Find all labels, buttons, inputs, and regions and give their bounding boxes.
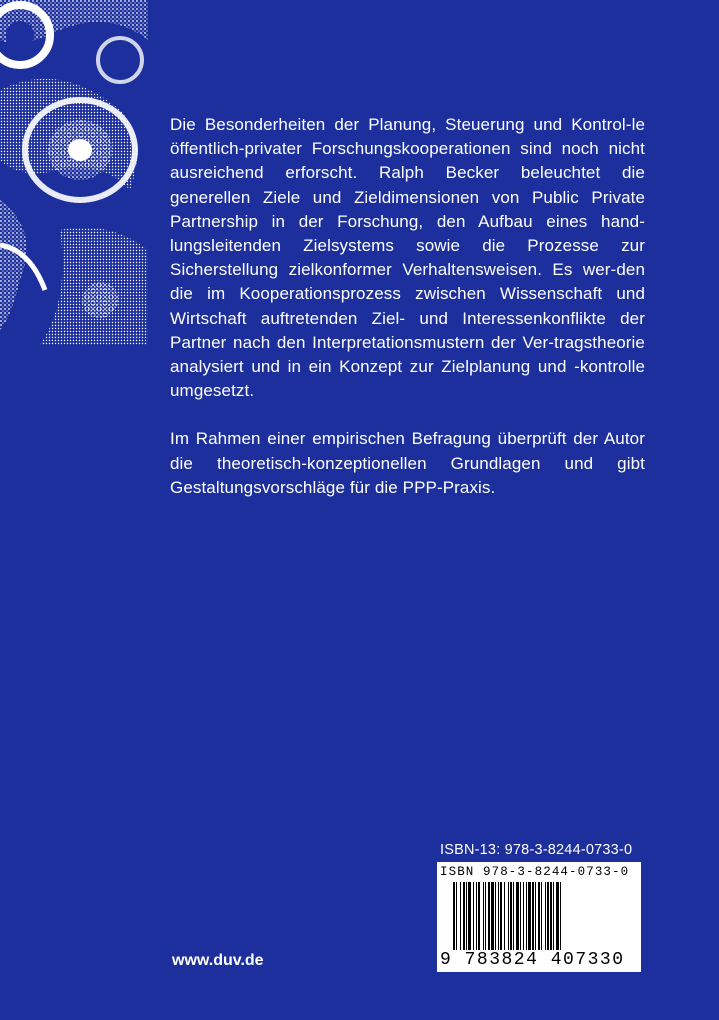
barcode-bar [523,882,524,952]
publisher-url: www.duv.de [172,952,264,969]
isbn-barcode [437,862,641,972]
barcode-bar [478,882,480,952]
barcode-bar [520,882,521,952]
barcode-digits: 9 783824 407330 [440,950,625,970]
barcode-bar [466,882,467,952]
barcode-bar [513,882,514,952]
barcode-bar [553,882,554,952]
barcode-bar [463,882,465,952]
barcode-bar [500,882,502,952]
barcode-bar [468,882,471,952]
isbn-label: ISBN-13: 978-3-8244-0733-0 [440,842,633,858]
cover-photo-fragment [0,0,148,345]
barcode-bar [498,882,499,952]
barcode-bar [491,882,494,952]
barcode-bar [532,882,534,952]
barcode-bar [535,882,536,952]
barcode-bar [460,882,461,952]
barcode-bar [456,882,457,952]
barcode-bar [538,882,540,952]
barcode-bar [560,882,561,952]
barcode-bar [504,882,505,952]
barcode-bar [508,882,509,952]
barcode-bar [528,882,531,952]
barcode-bar [556,882,559,952]
barcode-bar [485,882,486,952]
blurb-paragraph: Die Besonderheiten der Planung, Steuerung und Kontrol-le öffentlich-privater Forschungskooperationen sind noch nicht ausreichend erforscht. Ralph Becker beleuchtet die generellen Ziele und Zieldimensionen von Public Private Partnership in der Forschung, den Aufbau eines hand-lungsleitenden Zielsystems sowie die Prozesse zur Sicherstellung zielkonformer Verhaltensweisen. Es wer-den die im Kooperationsprozess zwischen Wissenschaft und Wirtschaft auftretenden Ziel- und Interessenkonflikte der Partner nach den Interpretationsmustern der Ver-tragstheorie analysiert und in ein Konzept zur Zielplanung und -kontrolle umgesetzt. [170,115,645,401]
barcode-bar [453,882,455,952]
barcode-bar [488,882,490,952]
barcode-bar [483,882,484,952]
barcode-bar [541,882,542,952]
blurb-paragraph: Im Rahmen einer empirischen Befragung überprüft der Autor die theoretisch-konzeptionellen Grundlagen und gibt Gestaltungsvorschläge für die PPP-Praxis. [170,429,645,497]
barcode-bar [526,882,527,952]
barcode-bar [550,882,552,952]
barcode-bar [516,882,519,952]
barcode-bar [476,882,477,952]
barcode-bar [495,882,496,952]
barcode-bar [545,882,546,952]
barcode-bar [473,882,474,952]
barcode-bar [547,882,549,952]
back-cover-blurb [170,113,645,500]
barcode-isbn-text: ISBN 978-3-8244-0733-0 [440,865,630,879]
barcode-bar [510,882,512,952]
